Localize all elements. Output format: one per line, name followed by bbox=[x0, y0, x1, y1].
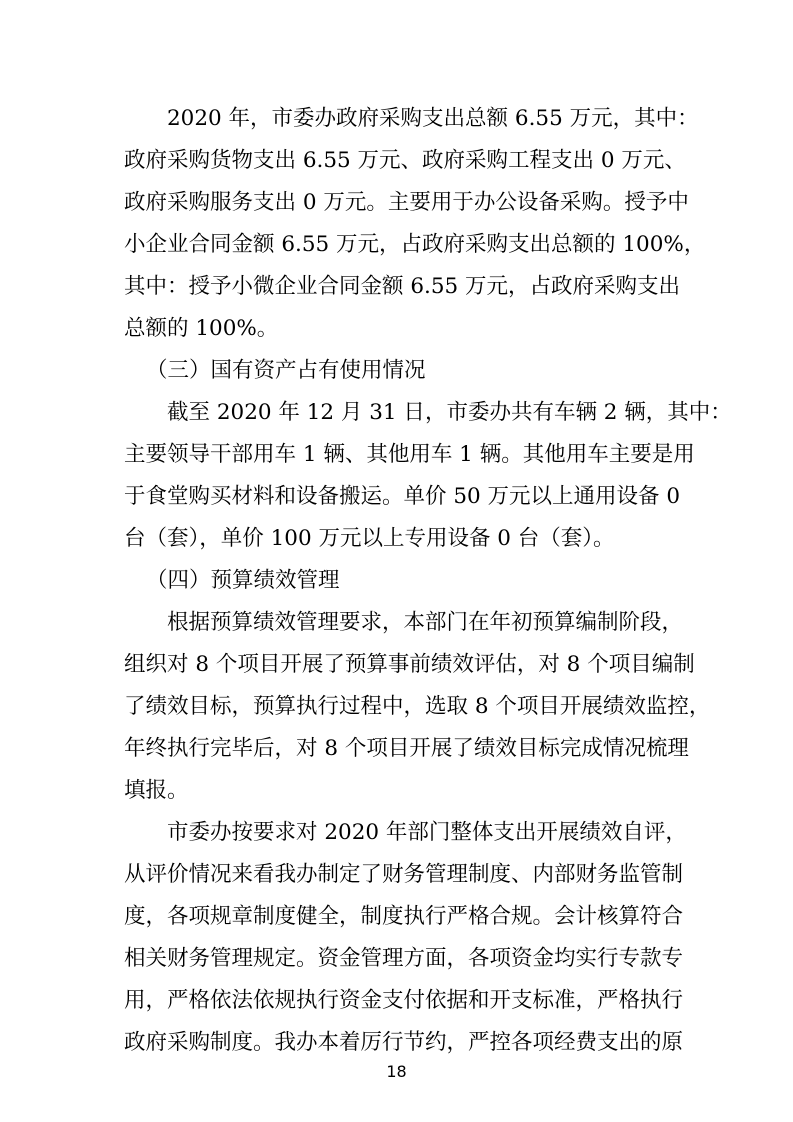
paragraph-line: 相关财务管理规定。资金管理方面，各项资金均实行专款专 bbox=[124, 946, 684, 971]
paragraph-line: 政府采购货物支出 6.55 万元、政府采购工程支出 0 万元、 bbox=[124, 148, 686, 173]
section-heading: （四）预算绩效管理 bbox=[146, 568, 340, 593]
paragraph-line: 2020 年，市委办政府采购支出总额 6.55 万元，其中： bbox=[167, 106, 699, 131]
paragraph-line: 小企业合同金额 6.55 万元，占政府采购支出总额的 100%， bbox=[124, 232, 706, 257]
paragraph-line: 政府采购服务支出 0 万元。主要用于办公设备采购。授予中 bbox=[124, 190, 689, 215]
page-number: 18 bbox=[386, 1062, 407, 1081]
paragraph-line: 主要领导干部用车 1 辆、其他用车 1 辆。其他用车主要是用 bbox=[124, 442, 695, 467]
paragraph-line: 其中：授予小微企业合同金额 6.55 万元，占政府采购支出 bbox=[124, 274, 681, 299]
paragraph-line: 从评价情况来看我办制定了财务管理制度、内部财务监管制 bbox=[124, 862, 684, 887]
paragraph-line: 填报。 bbox=[124, 778, 189, 803]
paragraph-line: 政府采购制度。我办本着厉行节约，严控各项经费支出的原 bbox=[124, 1030, 684, 1055]
section-heading: （三）国有资产占有使用情况 bbox=[146, 358, 426, 383]
paragraph-line: 于食堂购买材料和设备搬运。单价 50 万元以上通用设备 0 bbox=[124, 484, 681, 509]
paragraph-line: 总额的 100%。 bbox=[124, 316, 279, 341]
paragraph-line: 度，各项规章制度健全，制度执行严格合规。会计核算符合 bbox=[124, 904, 684, 929]
paragraph-line: 年终执行完毕后，对 8 个项目开展了绩效目标完成情况梳理 bbox=[124, 736, 689, 761]
paragraph-line: 了绩效目标，预算执行过程中，选取 8 个项目开展绩效监控， bbox=[124, 694, 711, 719]
paragraph-line: 市委办按要求对 2020 年部门整体支出开展绩效自评， bbox=[167, 820, 687, 845]
paragraph-line: 组织对 8 个项目开展了预算事前绩效评估，对 8 个项目编制 bbox=[124, 652, 695, 677]
paragraph-line: 台（套），单价 100 万元以上专用设备 0 台（套）。 bbox=[124, 526, 615, 551]
paragraph-line: 用，严格依法依规执行资金支付依据和开支标准，严格执行 bbox=[124, 988, 684, 1013]
paragraph-line: 截至 2020 年 12 月 31 日，市委办共有车辆 2 辆，其中： bbox=[167, 400, 732, 425]
paragraph-line: 根据预算绩效管理要求，本部门在年初预算编制阶段， bbox=[167, 610, 684, 635]
